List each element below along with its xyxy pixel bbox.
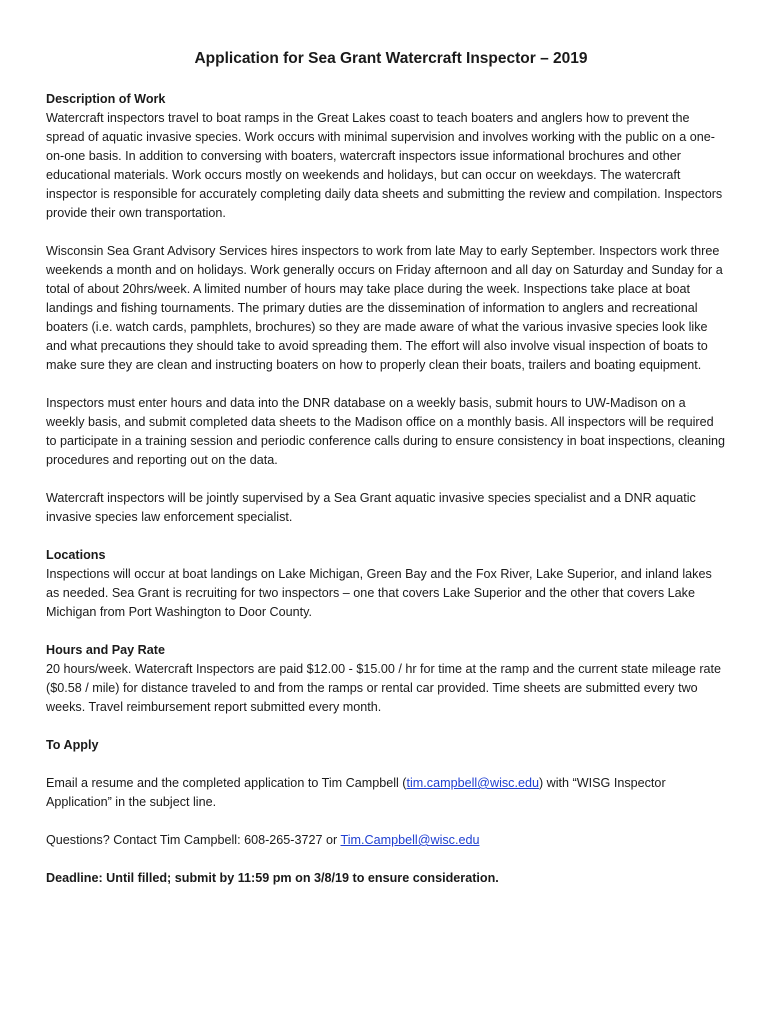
document-page: [46, 48, 726, 907]
description-paragraph-3: Inspectors must enter hours and data into the DNR database on a weekly basis, submit hours to UW-Madison on a weekly basis, and submit completed data sheets to the Madison office on a monthly basis. All inspectors will be required to participate in a training session and periodic conference calls during to ensure consistency in boat inspections, cleaning procedures and reporting out on the data.: [46, 396, 726, 467]
apply-email-link[interactable]: tim.campbell@wisc.edu: [406, 776, 539, 790]
locations-heading: Locations: [46, 548, 106, 562]
hours-heading: Hours and Pay Rate: [46, 643, 165, 657]
apply-text-before: Email a resume and the completed application to Tim Campbell (: [46, 776, 407, 790]
deadline-text: Deadline: Until filled; submit by 11:59 pm on 3/8/19 to ensure consideration.: [46, 871, 499, 885]
hours-paragraph: 20 hours/week. Watercraft Inspectors are paid $12.00 - $15.00 / hr for time at the ramp and the current state mileage rate ($0.58 / mile) for distance traveled to and from the ramps or rental car provided. Time sheets are submitted every two weeks. Travel reimbursement report submitted every month.: [46, 662, 722, 714]
apply-text-after: ) with “WISG Inspector Application” in the subject line.: [46, 776, 666, 809]
questions-paragraph: [46, 831, 726, 850]
description-heading: Description of Work: [46, 92, 166, 106]
description-paragraph-4: Watercraft inspectors will be jointly supervised by a Sea Grant aquatic invasive species specialist and a DNR aquatic invasive species law enforcement specialist.: [46, 491, 696, 524]
description-paragraph-1: Watercraft inspectors travel to boat ramps in the Great Lakes coast to teach boaters and anglers how to prevent the spread of aquatic invasive species. Work occurs with minimal supervision and involves working with the public on a one-on-one basis. In addition to conversing with boaters, watercraft inspectors issue informational brochures and other educational materials. Work occurs mostly on weekends and holidays, but can occur on weekdays. The watercraft inspector is responsible for accurately completing daily data sheets and submitting the review and compilation. Inspectors provide their own transportation.: [46, 111, 723, 220]
questions-text: Questions? Contact Tim Campbell: 608-265-3727 or: [46, 833, 341, 847]
description-paragraph-2: Wisconsin Sea Grant Advisory Services hires inspectors to work from late May to early September. Inspectors work three weekends a month and on holidays. Work generally occurs on Friday afternoon and all day on Saturday and Sunday for a total of about 20hrs/week. A limited number of hours may take place during the week. Inspections take place at boat landings and fishing tournaments. The primary duties are the dissemination of information to anglers and recreational boaters (i.e. watch cards, pamphlets, brochures) so they are made aware of what the various invasive species look like and what precautions they should take to avoid spreading them. The effort will also involve visual inspection of boats to make sure they are clean and instructing boaters on how to properly clean their boats, trailers and boating equipment.: [46, 244, 723, 372]
questions-email-link[interactable]: Tim.Campbell@wisc.edu: [340, 833, 480, 847]
locations-paragraph: Inspections will occur at boat landings on Lake Michigan, Green Bay and the Fox River, Lake Superior, and inland lakes as needed. Sea Grant is recruiting for two inspectors – one that covers Lake Superior and the other that covers Lake Michigan from Port Washington to Door County.: [46, 567, 712, 619]
apply-heading: To Apply: [46, 738, 99, 752]
page-title: Application for Sea Grant Watercraft Inspector – 2019: [194, 50, 588, 67]
apply-paragraph: [46, 774, 726, 812]
